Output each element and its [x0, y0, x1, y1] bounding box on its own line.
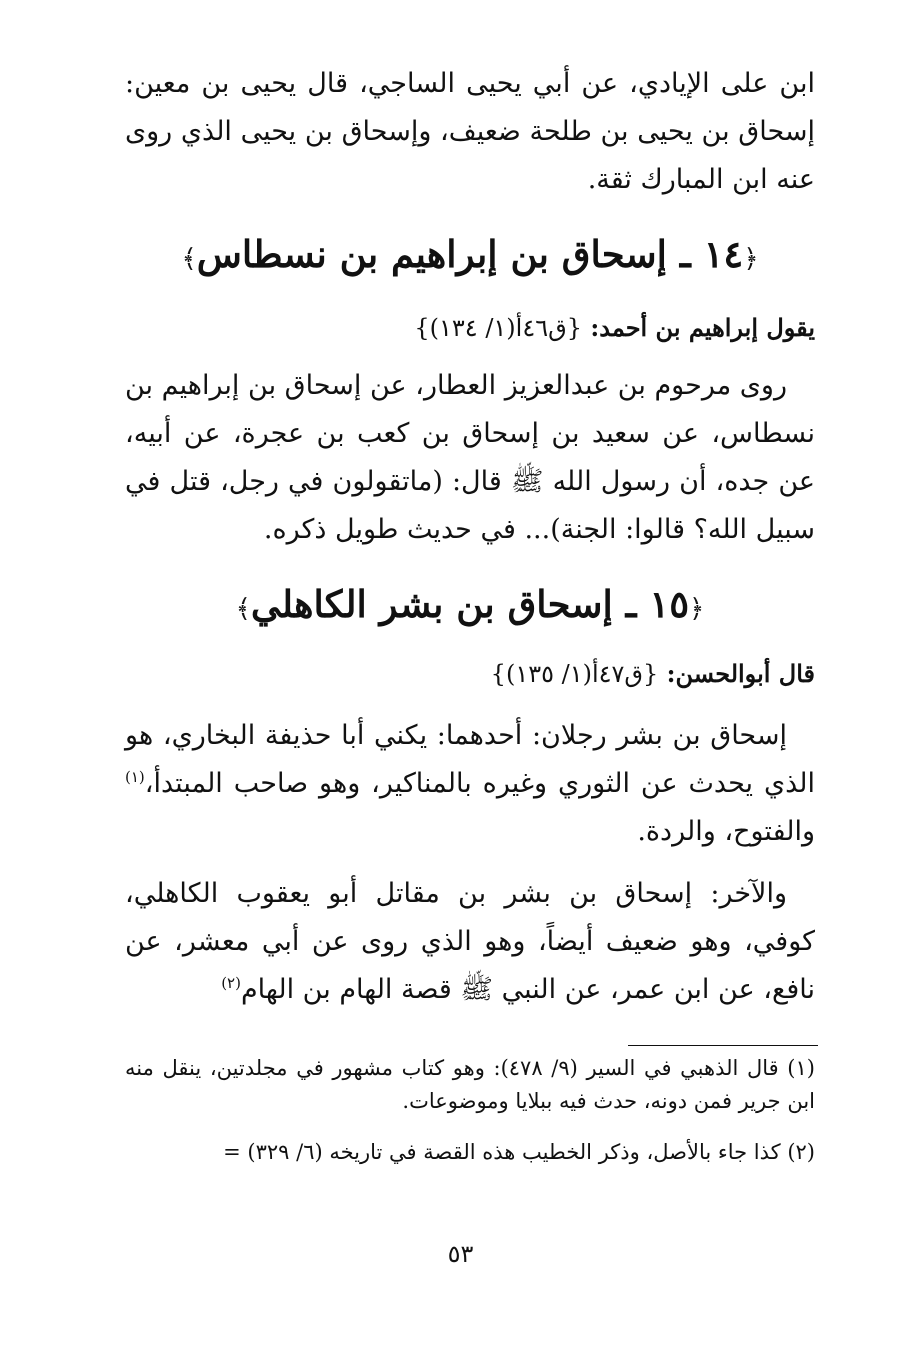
footnote-1: (١) قال الذهبي في السير (٩/ ٤٧٨): وهو كتاب مشهور في مجلدتين، ينقل منه ابن جرير فمن دونه، حدث فيه ببلايا وموضوعات.: [125, 1056, 815, 1113]
footnote-marker-2[interactable]: (٢): [221, 974, 241, 992]
section-15-paragraph-1: [125, 712, 815, 856]
footnote-2: (٢) كذا جاء بالأصل، وذكر الخطيب هذه القصة في تاريخه (٦/ ٣٢٩) =: [223, 1140, 815, 1164]
ornament-close: ﴾: [235, 594, 251, 624]
intro-label: يقول إبراهيم بن أحمد:: [590, 313, 815, 342]
paragraph-text: إسحاق بن بشر رجلان: أحدهما: يكني أبا حذيفة البخاري، هو الذي يحدث عن الثوري وغيره بالمناكير، وهو صاحب المبتدأ،: [125, 720, 815, 799]
ornament-open: ﴿: [743, 244, 759, 274]
footnote-divider: [628, 1045, 818, 1046]
section-15-paragraph-2: [125, 870, 815, 1014]
section-15-heading: [125, 578, 815, 635]
ornament-close: ﴾: [181, 244, 197, 274]
page-number: ٥٣: [447, 1240, 474, 1268]
footnote-marker-1[interactable]: (١): [125, 768, 145, 786]
intro-reference: {ق٤٧أ(١/ ١٣٥)}: [490, 660, 659, 688]
section-14-heading: [125, 228, 815, 285]
section-14-intro: [125, 310, 815, 346]
intro-label: قال أبوالحسن:: [666, 659, 815, 688]
top-paragraph: ابن على الإيادي، عن أبي يحيى الساجي، قال يحيى بن معين: إسحاق بن يحيى بن طلحة ضعيف، وإسحاق بن يحيى الذي روى عنه ابن المبارك ثقة.: [125, 68, 815, 195]
section-14-title: ١٤ ـ إسحاق بن إبراهيم بن نسطاس: [196, 232, 744, 276]
section-15-title: ١٥ ـ إسحاق بن بشر الكاهلي: [250, 582, 690, 626]
ornament-open: ﴿: [689, 594, 705, 624]
paragraph-text: والفتوح، والردة.: [637, 816, 815, 847]
paragraph-text: والآخر: إسحاق بن بشر بن مقاتل أبو يعقوب الكاهلي، كوفي، وهو ضعيف أيضاً، وهو الذي روى عن أبي معشر، عن نافع، عن ابن عمر، عن النبي ﷺ قصة الهام بن الهام: [125, 878, 815, 1005]
section-15-intro: [125, 656, 815, 692]
section-14-paragraph: روى مرحوم بن عبدالعزيز العطار، عن إسحاق بن إبراهيم بن نسطاس، عن سعيد بن إسحاق بن كعب بن عجرة، عن أبيه، عن جده، أن رسول الله ﷺ قال: (ماتقولون في رجل، قتل في سبيل الله؟ قالوا: الجنة)... في حديث طويل ذكره.: [125, 370, 815, 545]
intro-reference: {ق٤٦أ(١/ ١٣٤)}: [414, 314, 582, 342]
